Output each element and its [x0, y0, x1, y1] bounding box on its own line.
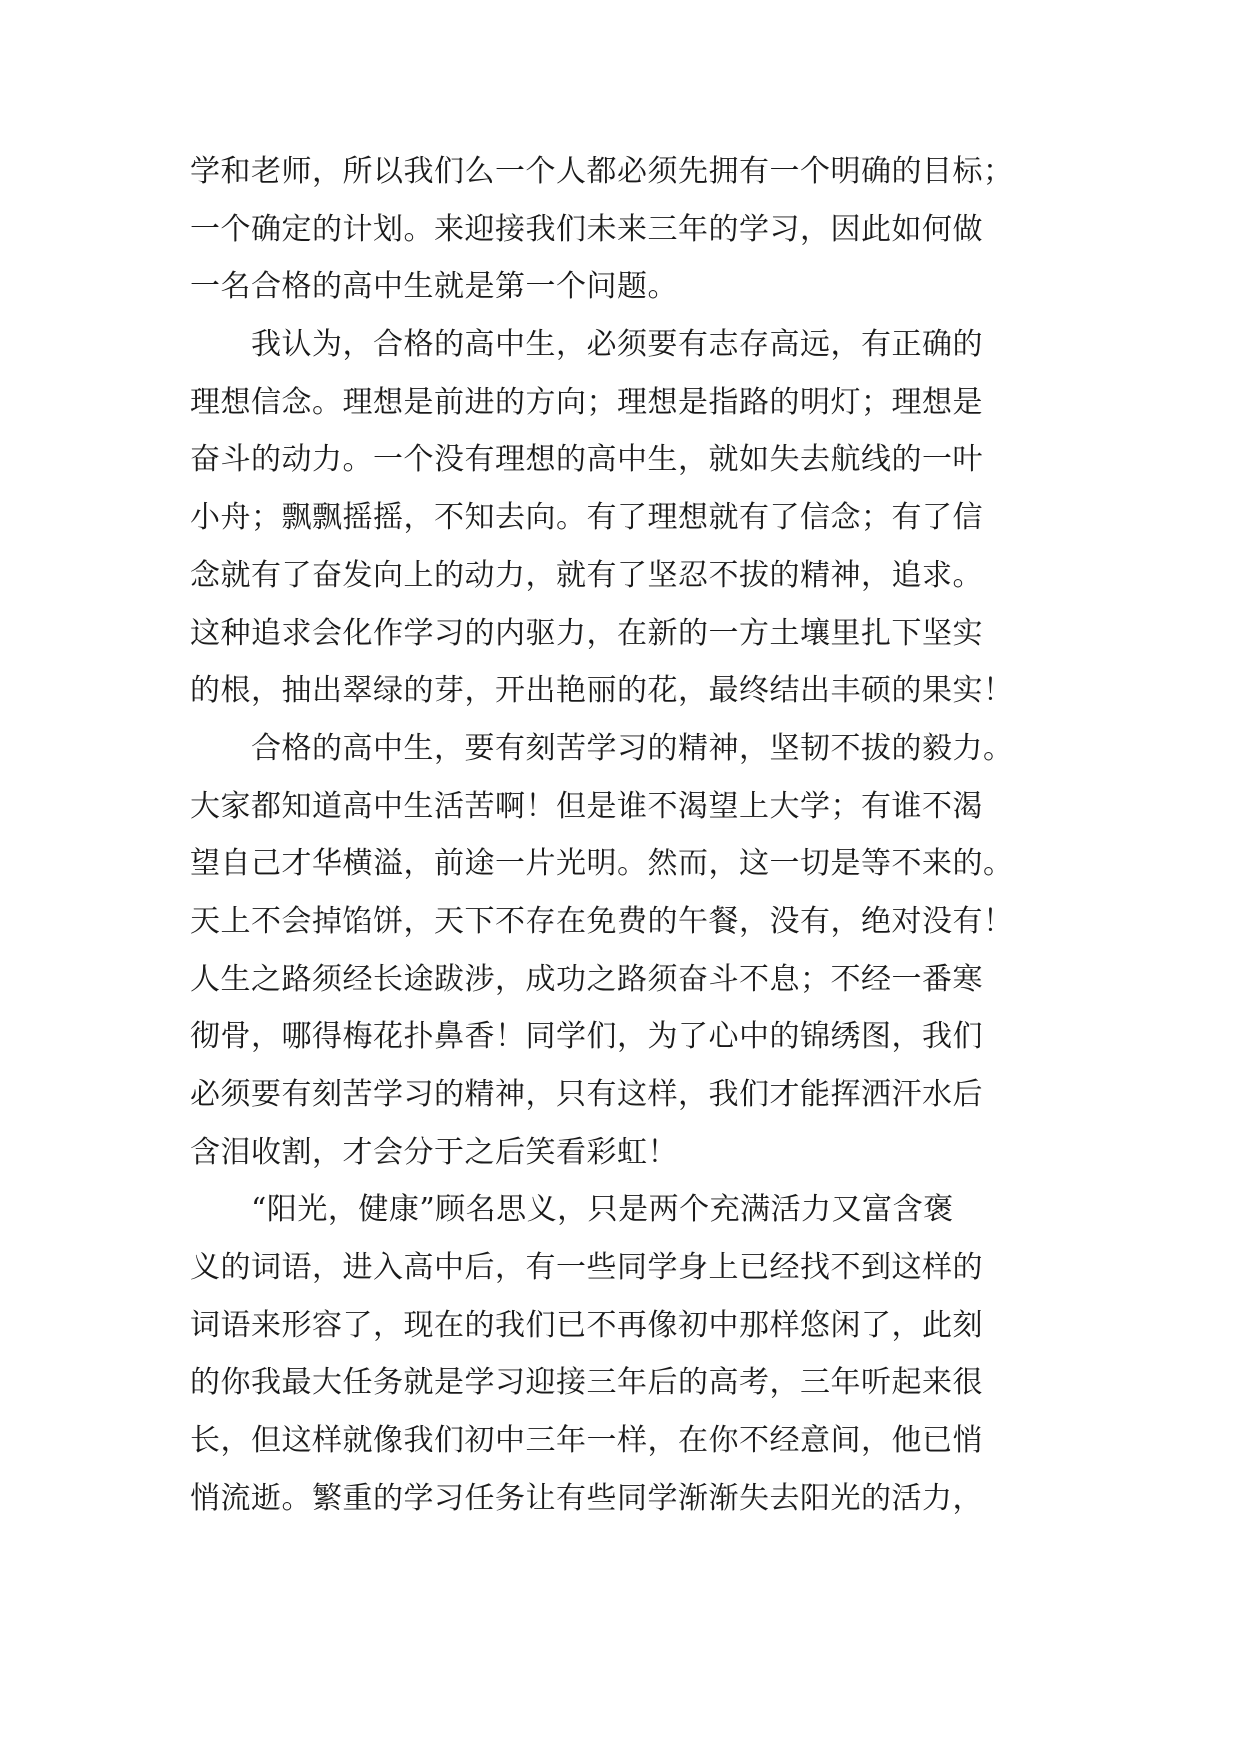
- text-line: 的根，抽出翠绿的芽，开出艳丽的花，最终结出丰硕的果实！: [190, 673, 1014, 709]
- text-line: 理想信念。理想是前进的方向；理想是指路的明灯；理想是: [190, 384, 983, 420]
- text-line: 人生之路须经长途跋涉，成功之路须奋斗不息；不经一番寒: [190, 961, 983, 997]
- text-line: 的你我最大任务就是学习迎接三年后的高考，三年听起来很: [190, 1365, 983, 1401]
- text-line: 这种追求会化作学习的内驱力，在新的一方土壤里扎下坚实: [190, 615, 983, 651]
- text-line: 含泪收割，才会分于之后笑看彩虹！: [190, 1134, 678, 1170]
- text-line: 天上不会掉馅饼，天下不存在免费的午餐，没有，绝对没有！: [190, 903, 1014, 939]
- text-line: 词语来形容了，现在的我们已不再像初中那样悠闲了，此刻: [190, 1307, 983, 1343]
- text-line: 学和老师，所以我们么一个人都必须先拥有一个明确的目标；: [190, 154, 1014, 189]
- text-line: 小舟；飘飘摇摇，不知去向。有了理想就有了信念；有了信: [190, 500, 983, 536]
- text-line: 念就有了奋发向上的动力，就有了坚忍不拔的精神，追求。: [190, 557, 983, 593]
- text-line: 一个确定的计划。来迎接我们未来三年的学习，因此如何做: [190, 211, 983, 247]
- text-line: 长，但这样就像我们初中三年一样，在你不经意间，他已悄: [190, 1423, 983, 1459]
- text-line: “阳光，健康”顾名思义，只是两个充满活力又富含褒: [190, 1192, 954, 1228]
- text-line: 我认为，合格的高中生，必须要有志存高远，有正确的: [190, 327, 983, 363]
- text-line: 大家都知道高中生活苦啊！但是谁不渴望上大学；有谁不渴: [190, 788, 983, 824]
- text-line: 望自己才华横溢，前途一片光明。然而，这一切是等不来的。: [190, 846, 1014, 882]
- body-text: [190, 143, 1070, 1528]
- text-line: 彻骨，哪得梅花扑鼻香！同学们，为了心中的锦绣图，我们: [190, 1019, 983, 1055]
- text-line: 合格的高中生，要有刻苦学习的精神，坚韧不拔的毅力。: [190, 730, 1014, 766]
- text-line: 一名合格的高中生就是第一个问题。: [190, 269, 678, 305]
- text-line: 义的词语，进入高中后，有一些同学身上已经找不到这样的: [190, 1250, 983, 1286]
- text-line: 奋斗的动力。一个没有理想的高中生，就如失去航线的一叶: [190, 442, 983, 478]
- text-line: 必须要有刻苦学习的精神，只有这样，我们才能挥洒汗水后: [190, 1077, 983, 1112]
- text-line: 悄流逝。繁重的学习任务让有些同学渐渐失去阳光的活力，: [190, 1480, 983, 1516]
